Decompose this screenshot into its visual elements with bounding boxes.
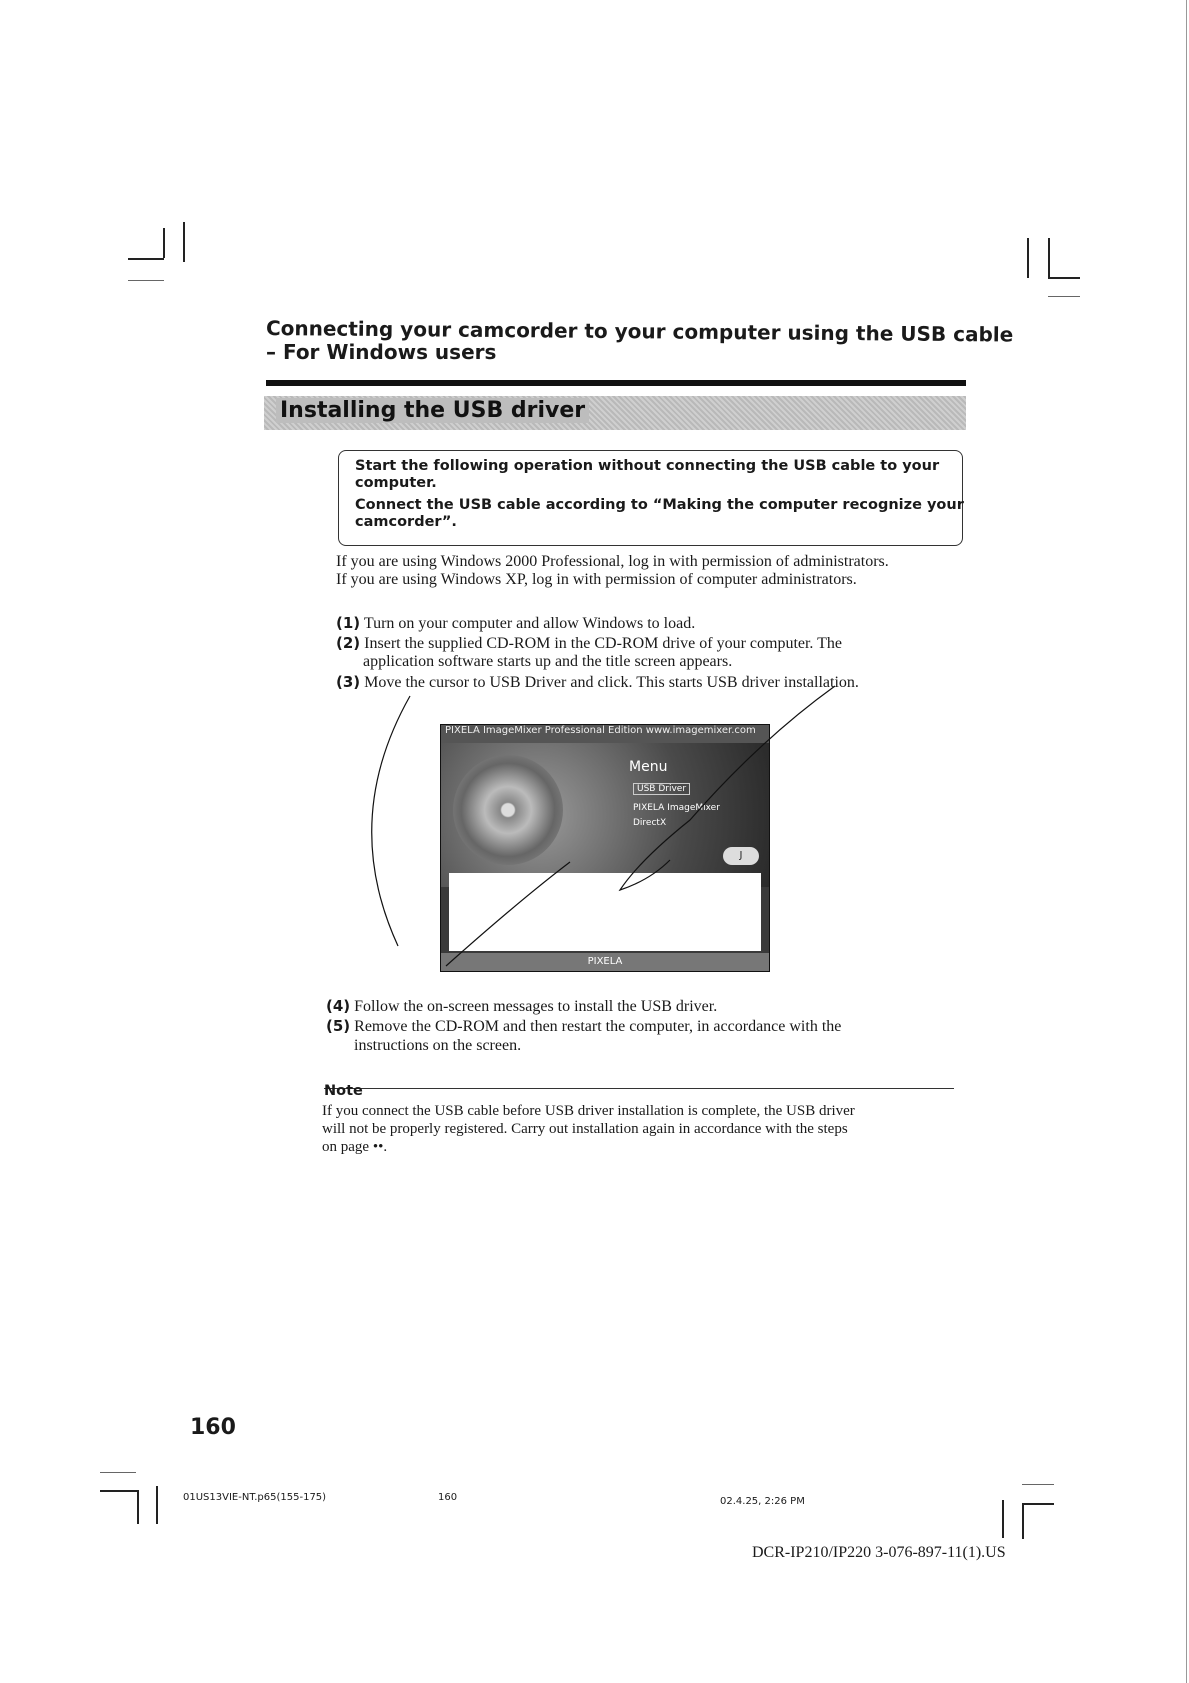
intro-text: If you are using Windows XP, log in with permission of computer administrators. (336, 571, 857, 588)
step-text: Remove the CD-ROM and then restart the computer, in accordance with the (354, 1018, 842, 1035)
notice-line: Connect the USB cable according to “Making the computer recognize your (355, 497, 964, 513)
step-text: Follow the on-screen messages to install the USB driver. (354, 998, 718, 1015)
installer-footer-logo: PIXELA (441, 953, 769, 971)
note-text: on page ••. (322, 1139, 388, 1155)
footer-timestamp: 02.4.25, 2:26 PM (720, 1496, 805, 1507)
notice-line: computer. (355, 475, 437, 491)
menu-item-directx[interactable]: DirectX (633, 818, 667, 828)
step-continuation: instructions on the screen. (354, 1037, 522, 1054)
step-number: (3) (336, 673, 361, 691)
page-title: Connecting your camcorder to your computer using the USB cable (265, 316, 1014, 347)
model-code: DCR-IP210/IP220 3-076-897-11(1).US (752, 1544, 1006, 1561)
notice-line: Start the following operation without connecting the USB cable to your (355, 458, 940, 474)
menu-item-usb-driver[interactable]: USB Driver (633, 783, 690, 795)
pen-stroke (620, 686, 835, 890)
step-continuation: application software starts up and the title screen appears. (363, 653, 733, 670)
installer-menu-title: Menu (629, 759, 668, 775)
menu-item-imagemixer[interactable]: PIXELA ImageMixer (633, 803, 720, 813)
step-item (326, 997, 717, 1016)
section-title: Installing the USB driver (276, 398, 589, 423)
step-text: Turn on your computer and allow Windows to load. (363, 615, 696, 632)
step-number: (1) (336, 614, 361, 632)
note-label: Note (324, 1083, 363, 1099)
installer-exit-button[interactable]: J (723, 847, 759, 865)
pen-stroke (446, 862, 570, 966)
note-text: If you connect the USB cable before USB driver installation is complete, the USB driver (322, 1103, 855, 1119)
step-number: (4) (326, 997, 351, 1015)
intro-text: If you are using Windows 2000 Professional, log in with permission of administrators. (336, 553, 889, 570)
notice-line: camcorder”. (355, 514, 457, 530)
step-number: (5) (326, 1017, 351, 1035)
pen-stroke (372, 696, 410, 946)
footer-page: 160 (438, 1492, 458, 1503)
step-text: Move the cursor to USB Driver and click. This starts USB driver installation. (364, 674, 859, 691)
note-text: will not be properly registered. Carry out installation again in accordance with the steps (322, 1121, 848, 1137)
step-text: Insert the supplied CD-ROM in the CD-ROM drive of your computer. The (364, 635, 843, 652)
page-subtitle: – For Windows users (266, 340, 497, 364)
footer-filename: 01US13VIE-NT.p65(155-175) (183, 1492, 327, 1503)
installer-titlebar: PIXELA ImageMixer Professional Edition www.imagemixer.com (441, 725, 769, 743)
page-number: 160 (190, 1415, 236, 1440)
step-item (326, 1017, 841, 1036)
step-number: (2) (336, 634, 361, 652)
note-rule (324, 1088, 954, 1089)
